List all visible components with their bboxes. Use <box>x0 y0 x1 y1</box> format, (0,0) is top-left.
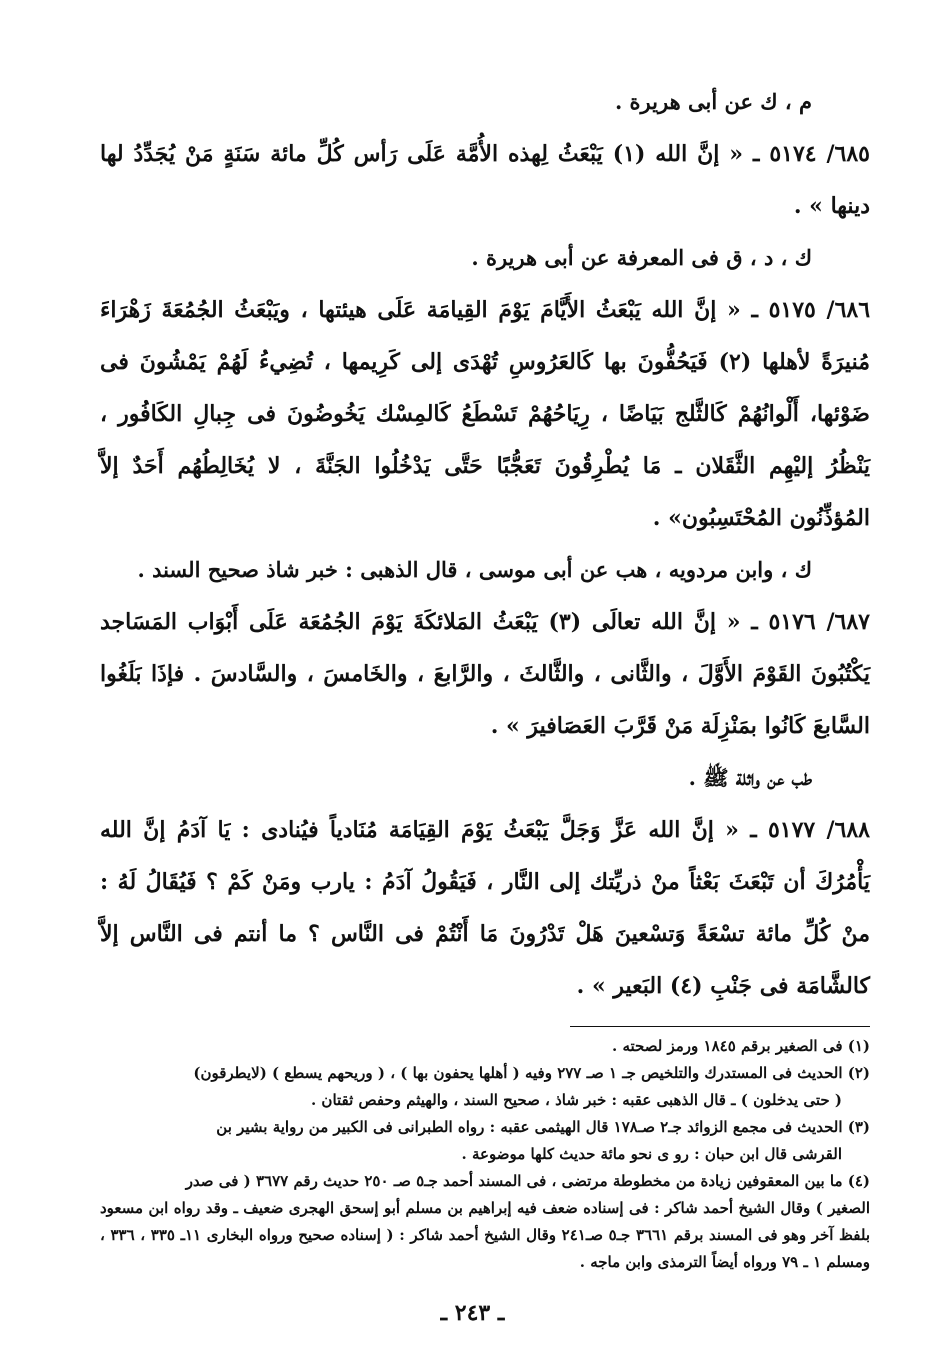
source-line: طب عن واثلة ﷺ . <box>688 765 812 790</box>
hadith-685: ٦٨٥/ ٥١٧٤ ـ « إنَّ الله (١) يَبْعَثُ لِهذه الأُمَّة عَلَى رَأس كُلِّ مائة سَنَةٍ مَنْ يُجَدِّدُ لها دينها » . <box>100 141 870 219</box>
source-line: م ، ك عن أبى هريرة . <box>614 89 812 114</box>
footnote-4: (٤) ما بين المعقوفين زيادة من مخطوطة مرتضى ، فى المسند أحمد جـ٥ صـ ٢٥٠ حديث رقم ٣٦٧٧ ( فى صدر <box>185 1172 870 1190</box>
footnote-2-continued: ( حتى يدخلون ) ـ قال الذهبى عقبه : خبر شاذ ، صحيح السند ، والهيثم وحفص ثقتان . <box>310 1091 842 1109</box>
hadith-686: ٦٨٦/ ٥١٧٥ ـ « إنَّ الله يَبْعَثُ الأَيَّامَ يَوْمَ القِيامَة عَلَى هيئتها ، ويَبْعَثُ الجُمُعَةَ زَهْرَاءَ مُنيرَةً لأهلها (٢) فَيَحُفُّونَ بها كَالعَرُوسِ تُهْدَى إلى كَرِيمها ، تُضِيءُ لَهُمْ يَمْشُونَ فى ضَوْئها، أَلْوانُهُمْ كَالثَّلج بَيَاضًا ، رِيَاحُهُمْ تَسْطَعُ كَالمِسْك يَخُوضُونَ فى جِبالِ الكَافُور ، يَنْظُرُ إليْهِم الثَّقَلان ـ مَا يُطْرِقُونَ تَعَجُّبًا حَتَّى يَدْخُلُوا الجَنَّةَ ، لا يُخَالِطُهُم أَحَدٌ إلاَّ المُؤذِّنُون المُحْتَسِبُون» . <box>100 297 871 531</box>
footnote-4-continued: الصغير ) وقال الشيخ أحمد شاكر : فى إسناده ضعف فيه إبراهيم بن مسلم أبو إسحق الهجرى ضعيف ـ وقد رواه ابن مسعود بلفظ آخر وهو فى المسند برقم ٣٦٦١ جـ٥ صـ٢٤١ وقال الشيخ أحمد شاكر : ( إسناده صحيح ورواه البخارى ١١ـ ٣٣٥ ، ٣٣٦ ، ومسلم ١ ـ ٧٩ ورواه أيضاً الترمذى وابن ماجه . <box>100 1199 871 1271</box>
footnote-3-continued: القرشى قال ابن حبان : رو ى نحو مائة حديث كلها موضوعة . <box>461 1145 842 1163</box>
source-line: ك ، وابن مردويه ، هب عن أبى موسى ، قال الذهبى : خبر شاذ صحيح السند . <box>137 557 812 582</box>
footnotes <box>100 1033 870 1276</box>
hadith-687: ٦٨٧/ ٥١٧٦ ـ « إنَّ الله تعالَى (٣) يَبْعَثُ المَلائكَةَ يَوْمَ الجُمُعَة عَلَى أَبْوَاب المَسَاجد يَكْتُبُونَ القَوْمَ الأَوَّلَ ، والثَّانى ، والثَّالثَ ، والرَّابعَ ، والخَامسَ ، والسَّادسَ . فإذَا بَلَغُوا السَّابعَ كَانُوا بمَنْزِلَة مَنْ قَرَّبَ العَصَافيرَ » . <box>100 609 870 739</box>
page-number: ـ ٢٤٣ ـ <box>440 1300 505 1326</box>
footnote-3: (٣) الحديث فى مجمع الزوائد جـ٢ صـ١٧٨ قال الهيثمى عقبه : رواه الطبرانى فى الكبير من رواية بشير بن <box>216 1118 870 1136</box>
source-line: ك ، د ، ق فى المعرفة عن أبى هريرة . <box>471 245 812 270</box>
footnote-2: (٢) الحديث فى المستدرك والتلخيص جـ ١ صـ ٢٧٧ وفيه ( أهلها يحفون بها ) ، ( وريحهم يسطع ) (لايطرقون) <box>193 1064 870 1082</box>
page-body <box>100 76 870 1276</box>
hadith-688: ٦٨٨/ ٥١٧٧ ـ « إنَّ الله عَزَّ وَجَلَّ يَبْعَثُ يَوْمَ القِيَامَة مُنَادياً فيُنادى : يَا آدَمُ إنَّ الله يَأْمُرُكَ أن تَبْعَثَ بَعْثاً منْ ذريِّتك إلى النَّار ، فَيَقُولُ آدَمُ : يارب ومَنْ كَمْ ؟ فَيُقَالُ لَهُ : منْ كُلِّ مائة تسْعَةً وَتسْعينَ هَلْ تَدْرُونَ مَا أَنْتُمْ فى النَّاس ؟ ما أنتم فى النَّاس إلاَّ كالشَّامَة فى جَنْبِ (٤) البَعير » . <box>100 817 870 999</box>
footnote-divider <box>570 1026 870 1027</box>
footnote-1: (١) فى الصغير برقم ١٨٤٥ ورمز لصحته . <box>612 1037 870 1055</box>
